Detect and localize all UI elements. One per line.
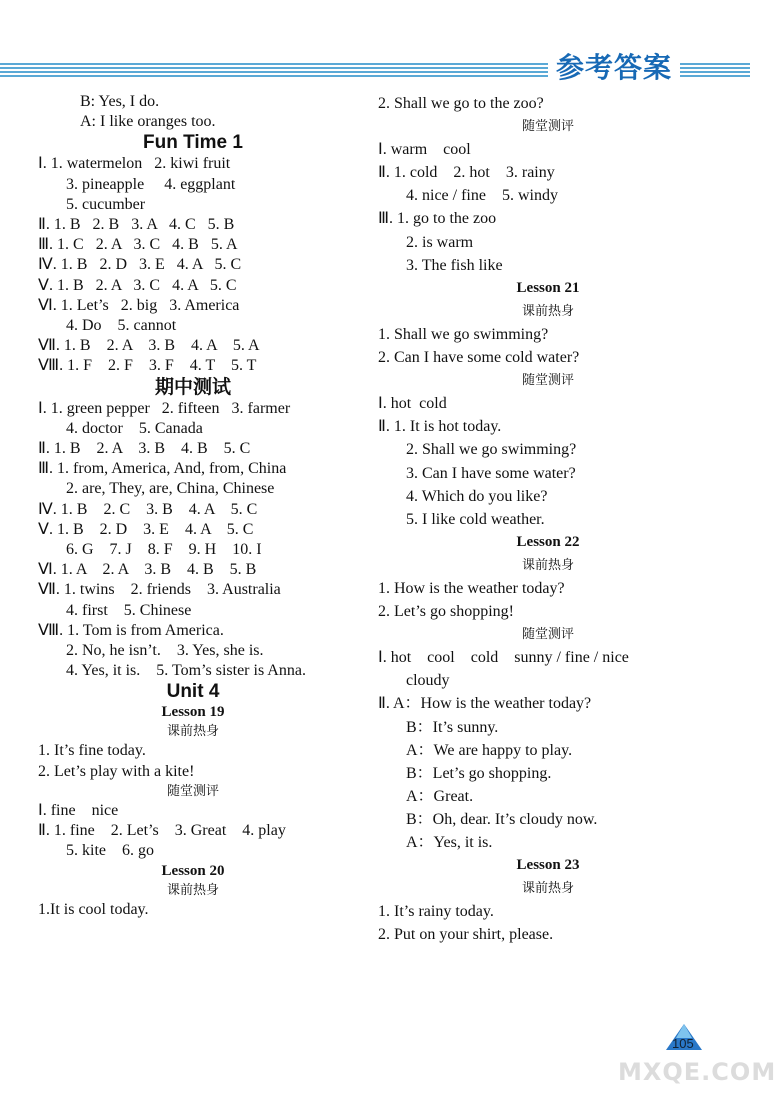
right-answer-line: 2. Shall we go swimming? xyxy=(406,441,577,459)
left-answer-line: Ⅱ. 1. B 2. A 3. B 4. B 5. C xyxy=(38,440,251,458)
right-answer-line: A：We are happy to play. xyxy=(406,741,573,759)
page-header xyxy=(0,0,750,100)
left-answer-line: Ⅵ. 1. Let’s 2. big 3. America xyxy=(38,296,240,314)
right-subsection-label: 随堂测评 xyxy=(521,373,574,389)
left-answer-line: 4. Yes, it is. 5. Tom’s sister is Anna. xyxy=(66,662,306,680)
left-section-heading: 期中测试 xyxy=(154,376,231,398)
right-answer-line: 2. is warm xyxy=(406,233,474,251)
right-answer-line: B：It’s sunny. xyxy=(406,718,499,736)
right-answer-line: Ⅲ. 1. go to the zoo xyxy=(378,210,497,228)
right-answer-line: 1. Shall we go swimming? xyxy=(378,325,549,343)
left-answer-line: Ⅰ. 1. green pepper 2. fifteen 3. farmer xyxy=(38,399,291,417)
right-answer-line: 2. Let’s go shopping! xyxy=(378,603,514,621)
left-answer-line: Ⅴ. 1. B 2. D 3. E 4. A 5. C xyxy=(38,520,254,538)
right-answer-line: Ⅰ. warm cool xyxy=(378,141,471,159)
right-subsection-label: 随堂测评 xyxy=(521,627,574,643)
header-stripe-right xyxy=(680,63,750,77)
right-answer-line: 2. Shall we go to the zoo? xyxy=(378,95,544,112)
right-answer-line: 4. Which do you like? xyxy=(406,487,548,505)
left-answer-line: 1.It is cool today. xyxy=(38,900,149,918)
left-subsection-label: 课前热身 xyxy=(166,724,219,740)
left-answer-line: A: I like oranges too. xyxy=(80,113,216,131)
left-answer-line: Ⅲ. 1. from, America, And, from, China xyxy=(38,460,287,478)
right-subsection-label: 随堂测评 xyxy=(521,119,574,135)
right-answer-line: 3. Can I have some water? xyxy=(406,464,576,482)
right-answer-line: 4. nice / fine 5. windy xyxy=(406,187,558,205)
header-stripe-left xyxy=(0,63,548,77)
left-answer-line: Ⅷ. 1. Tom is from America. xyxy=(38,621,224,639)
left-answer-line: Ⅲ. 1. C 2. A 3. C 4. B 5. A xyxy=(38,236,238,254)
right-subsection-label: 课前热身 xyxy=(521,303,574,319)
right-answer-line: 1. It’s rainy today. xyxy=(378,903,494,921)
left-section-heading: Fun Time 1 xyxy=(143,132,243,154)
left-answer-line: 6. G 7. J 8. F 9. H 10. I xyxy=(66,541,262,559)
right-answer-line: Ⅱ. A：How is the weather today? xyxy=(378,695,592,713)
left-column xyxy=(38,92,348,920)
left-answer-line: 4. first 5. Chinese xyxy=(66,601,192,619)
left-answer-line: 2. No, he isn’t. 3. Yes, she is. xyxy=(66,642,264,660)
left-answer-line: 2. Let’s play with a kite! xyxy=(38,762,195,780)
right-answer-line: Ⅰ. hot cold xyxy=(378,395,447,413)
right-answer-line: 2. Can I have some cold water? xyxy=(378,349,580,367)
left-answer-line: Ⅷ. 1. F 2. F 3. F 4. T 5. T xyxy=(38,357,257,375)
right-answer-line: Ⅱ. 1. It is hot today. xyxy=(378,418,502,436)
left-lesson-heading: Lesson 20 xyxy=(161,862,225,879)
right-subsection-label: 课前热身 xyxy=(521,557,574,573)
right-answer-line: B：Oh, dear. It’s cloudy now. xyxy=(406,810,598,828)
header-title: 参考答案 xyxy=(556,51,673,84)
right-lesson-heading: Lesson 23 xyxy=(516,857,580,874)
left-answer-line: Ⅳ. 1. B 2. D 3. E 4. A 5. C xyxy=(38,256,242,274)
left-answer-line: Ⅵ. 1. A 2. A 3. B 4. B 5. B xyxy=(38,561,257,579)
left-answer-line: Ⅱ. 1. B 2. B 3. A 4. C 5. B xyxy=(38,216,235,234)
left-answer-line: Ⅴ. 1. B 2. A 3. C 4. A 5. C xyxy=(38,276,237,294)
left-answer-line: Ⅶ. 1. B 2. A 3. B 4. A 5. A xyxy=(38,337,260,355)
left-answer-line: 1. It’s fine today. xyxy=(38,742,146,760)
right-answer-line: 5. I like cold weather. xyxy=(406,510,545,528)
left-answer-line: Ⅰ. fine nice xyxy=(38,801,119,819)
watermark-logo: MXQE.COM xyxy=(618,1058,776,1086)
left-answer-line: 2. are, They, are, China, Chinese xyxy=(66,480,275,498)
page-number: 105 xyxy=(672,1036,694,1051)
left-subsection-label: 课前热身 xyxy=(166,882,219,898)
right-answer-line: B：Let’s go shopping. xyxy=(406,764,552,782)
left-answer-line: B: Yes, I do. xyxy=(80,93,160,110)
right-answer-line: 2. Put on your shirt, please. xyxy=(378,926,554,944)
right-answer-line: cloudy xyxy=(406,672,450,690)
right-answer-line: Ⅱ. 1. cold 2. hot 3. rainy xyxy=(378,164,555,182)
left-answer-line: Ⅳ. 1. B 2. C 3. B 4. A 5. C xyxy=(38,500,258,518)
left-answer-line: Ⅶ. 1. twins 2. friends 3. Australia xyxy=(38,581,281,599)
right-answer-line: Ⅰ. hot cool cold sunny / fine / nice xyxy=(378,649,629,667)
left-answer-line: Ⅱ. 1. fine 2. Let’s 3. Great 4. play xyxy=(38,822,286,840)
right-subsection-label: 课前热身 xyxy=(521,881,574,897)
left-answer-line: 4. Do 5. cannot xyxy=(66,317,177,335)
right-answer-line: A：Great. xyxy=(406,787,474,805)
left-answer-line: 4. doctor 5. Canada xyxy=(66,419,203,437)
right-answer-line: A：Yes, it is. xyxy=(406,834,493,851)
left-lesson-heading: Lesson 19 xyxy=(161,704,225,721)
left-subsection-label: 随堂测评 xyxy=(166,783,219,799)
left-answer-line: 5. cucumber xyxy=(66,195,146,213)
right-column xyxy=(378,92,718,946)
right-answer-line: 3. The fish like xyxy=(406,256,503,274)
right-answer-line: 1. How is the weather today? xyxy=(378,579,565,597)
left-answer-line: Ⅰ. 1. watermelon 2. kiwi fruit xyxy=(38,155,231,173)
left-answer-line: 3. pineapple 4. eggplant xyxy=(66,175,236,193)
right-lesson-heading: Lesson 21 xyxy=(516,279,580,296)
left-answer-line: 5. kite 6. go xyxy=(66,842,154,860)
left-section-heading: Unit 4 xyxy=(166,681,220,703)
right-lesson-heading: Lesson 22 xyxy=(516,533,580,550)
